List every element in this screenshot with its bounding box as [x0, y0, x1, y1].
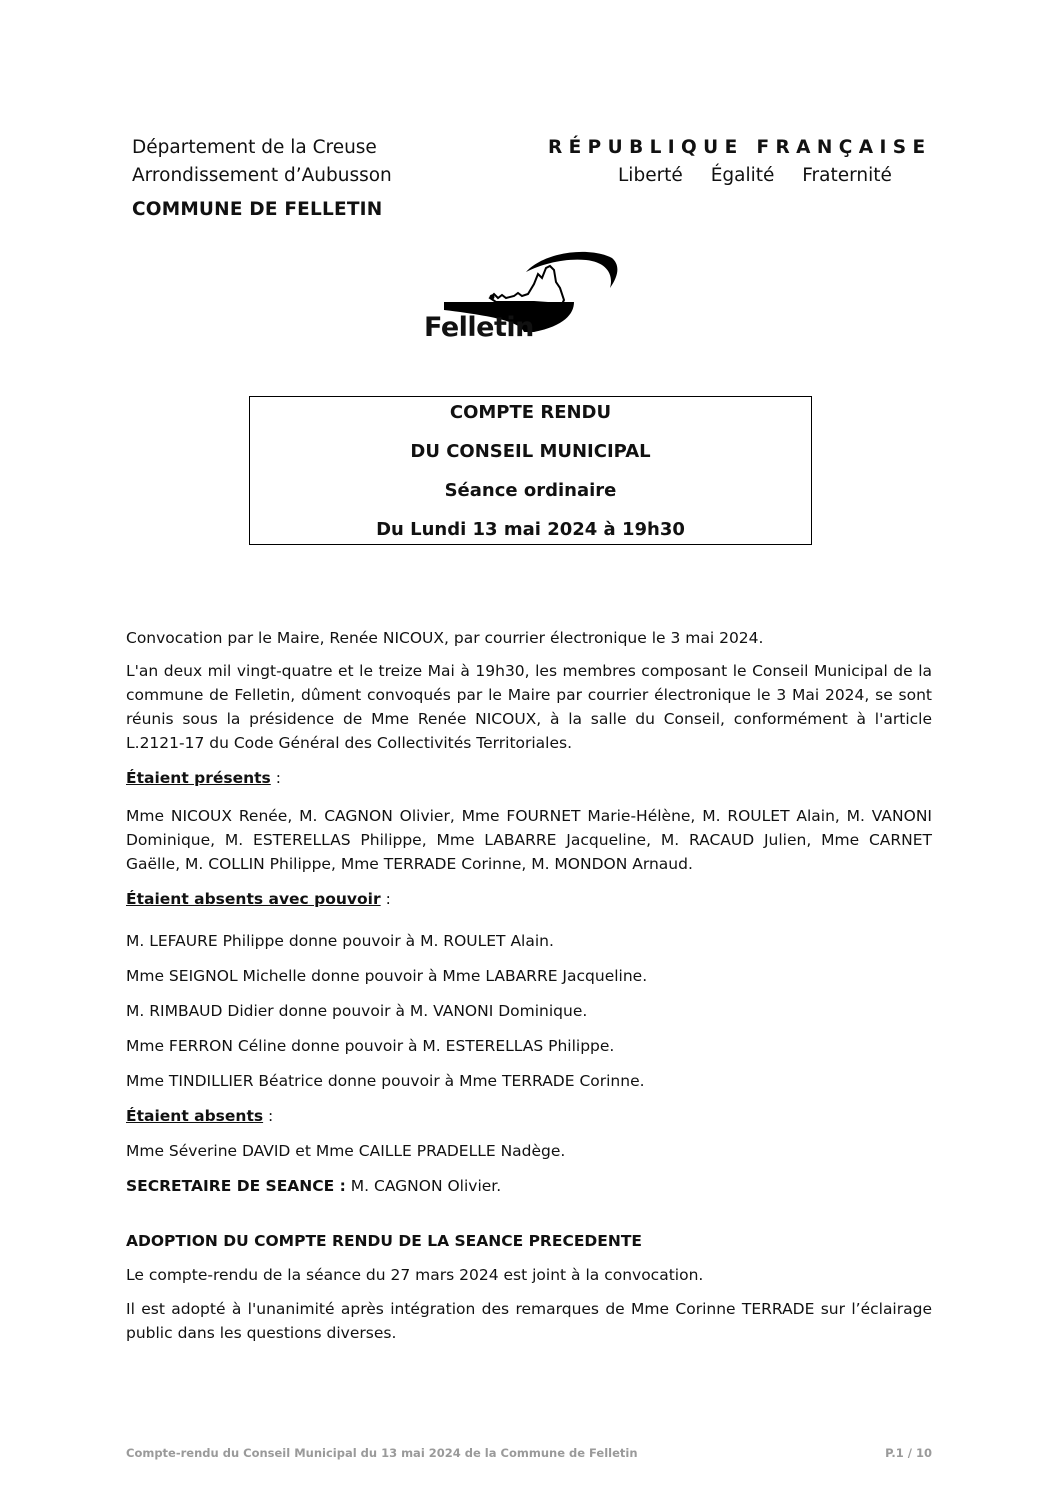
page-number: P.1 / 10 — [885, 1446, 932, 1460]
title-line-1: COMPTE RENDU — [449, 402, 612, 423]
adoption-paragraph-2: Il est adopté à l'unanimité après intégration des remarques de Mme Corinne TERRADE sur l’éclairage public dans les questions diverses. — [126, 1300, 932, 1342]
republic-label: RÉPUBLIQUE FRANÇAISE — [548, 137, 932, 158]
proxy-item: Mme TINDILLIER Béatrice donne pouvoir à Mme TERRADE Corinne. — [126, 1072, 645, 1090]
absent-list: Mme Séverine DAVID et Mme CAILLE PRADELLE Nadège. — [126, 1142, 566, 1160]
proxy-colon: : — [380, 890, 391, 908]
logo-text: Felletin — [424, 312, 534, 343]
secretary-label: SECRETAIRE DE SEANCE : — [126, 1177, 346, 1195]
present-heading-line — [126, 766, 932, 790]
absent-heading: Étaient absents — [126, 1107, 264, 1125]
document-body — [126, 626, 932, 1345]
convocation-text: Convocation par le Maire, Renée NICOUX, par courrier électronique le 3 mai 2024. — [126, 629, 764, 647]
felletin-logo — [414, 244, 624, 352]
secretary-line — [126, 1174, 932, 1198]
present-list: Mme NICOUX Renée, M. CAGNON Olivier, Mme FOURNET Marie-Hélène, M. ROULET Alain, M. VANONI Dominique, M. ESTERELLAS Philippe, Mme LABARRE Jacqueline, M. RACAUD Julien, Mme CARNET Gaëlle, M. COLLIN Philippe, Mme TERRADE Corinne, M. MONDON Arnaud. — [126, 807, 932, 873]
proxy-item: Mme SEIGNOL Michelle donne pouvoir à Mme LABARRE Jacqueline. — [126, 967, 648, 985]
present-heading: Étaient présents — [126, 769, 271, 787]
intro-paragraph: L'an deux mil vingt-quatre et le treize Mai à 19h30, les membres composant le Conseil Municipal de la commune de Felletin, dûment convoqués par le Maire par courrier électronique le 3 Mai 2024, se sont réunis sous la présidence de Mme Renée NICOUX, à la salle du Conseil, conformément à l'article L.2121-17 du Code Général des Collectivités Territoriales. — [126, 662, 932, 752]
title-line-2: DU CONSEIL MUNICIPAL — [410, 441, 651, 462]
proxy-heading: Étaient absents avec pouvoir — [126, 890, 381, 908]
adoption-paragraph-1: Le compte-rendu de la séance du 27 mars 2024 est joint à la convocation. — [126, 1266, 704, 1284]
arrondissement-label: Arrondissement d’Aubusson — [132, 165, 392, 186]
page-footer — [126, 1446, 932, 1460]
present-colon: : — [270, 769, 281, 787]
proxy-heading-line — [126, 887, 932, 911]
proxy-item: M. LEFAURE Philippe donne pouvoir à M. ROULET Alain. — [126, 932, 554, 950]
commune-label: COMMUNE DE FELLETIN — [132, 199, 383, 220]
title-line-4: Du Lundi 13 mai 2024 à 19h30 — [376, 519, 685, 540]
motto-label: Liberté Égalité Fraternité — [618, 165, 892, 186]
title-box — [249, 396, 812, 545]
secretary-name: M. CAGNON Olivier. — [345, 1177, 502, 1195]
adoption-heading: ADOPTION DU COMPTE RENDU DE LA SEANCE PRECEDENTE — [126, 1232, 643, 1250]
absent-heading-line — [126, 1104, 932, 1128]
header-right — [548, 134, 968, 190]
proxy-item: M. RIMBAUD Didier donne pouvoir à M. VANONI Dominique. — [126, 1002, 588, 1020]
department-label: Département de la Creuse — [132, 137, 377, 158]
header-left — [132, 134, 462, 224]
footer-text: Compte-rendu du Conseil Municipal du 13 mai 2024 de la Commune de Felletin — [126, 1446, 638, 1460]
proxy-item: Mme FERRON Céline donne pouvoir à M. ESTERELLAS Philippe. — [126, 1037, 615, 1055]
title-line-3: Séance ordinaire — [444, 480, 617, 501]
absent-colon: : — [263, 1107, 274, 1125]
